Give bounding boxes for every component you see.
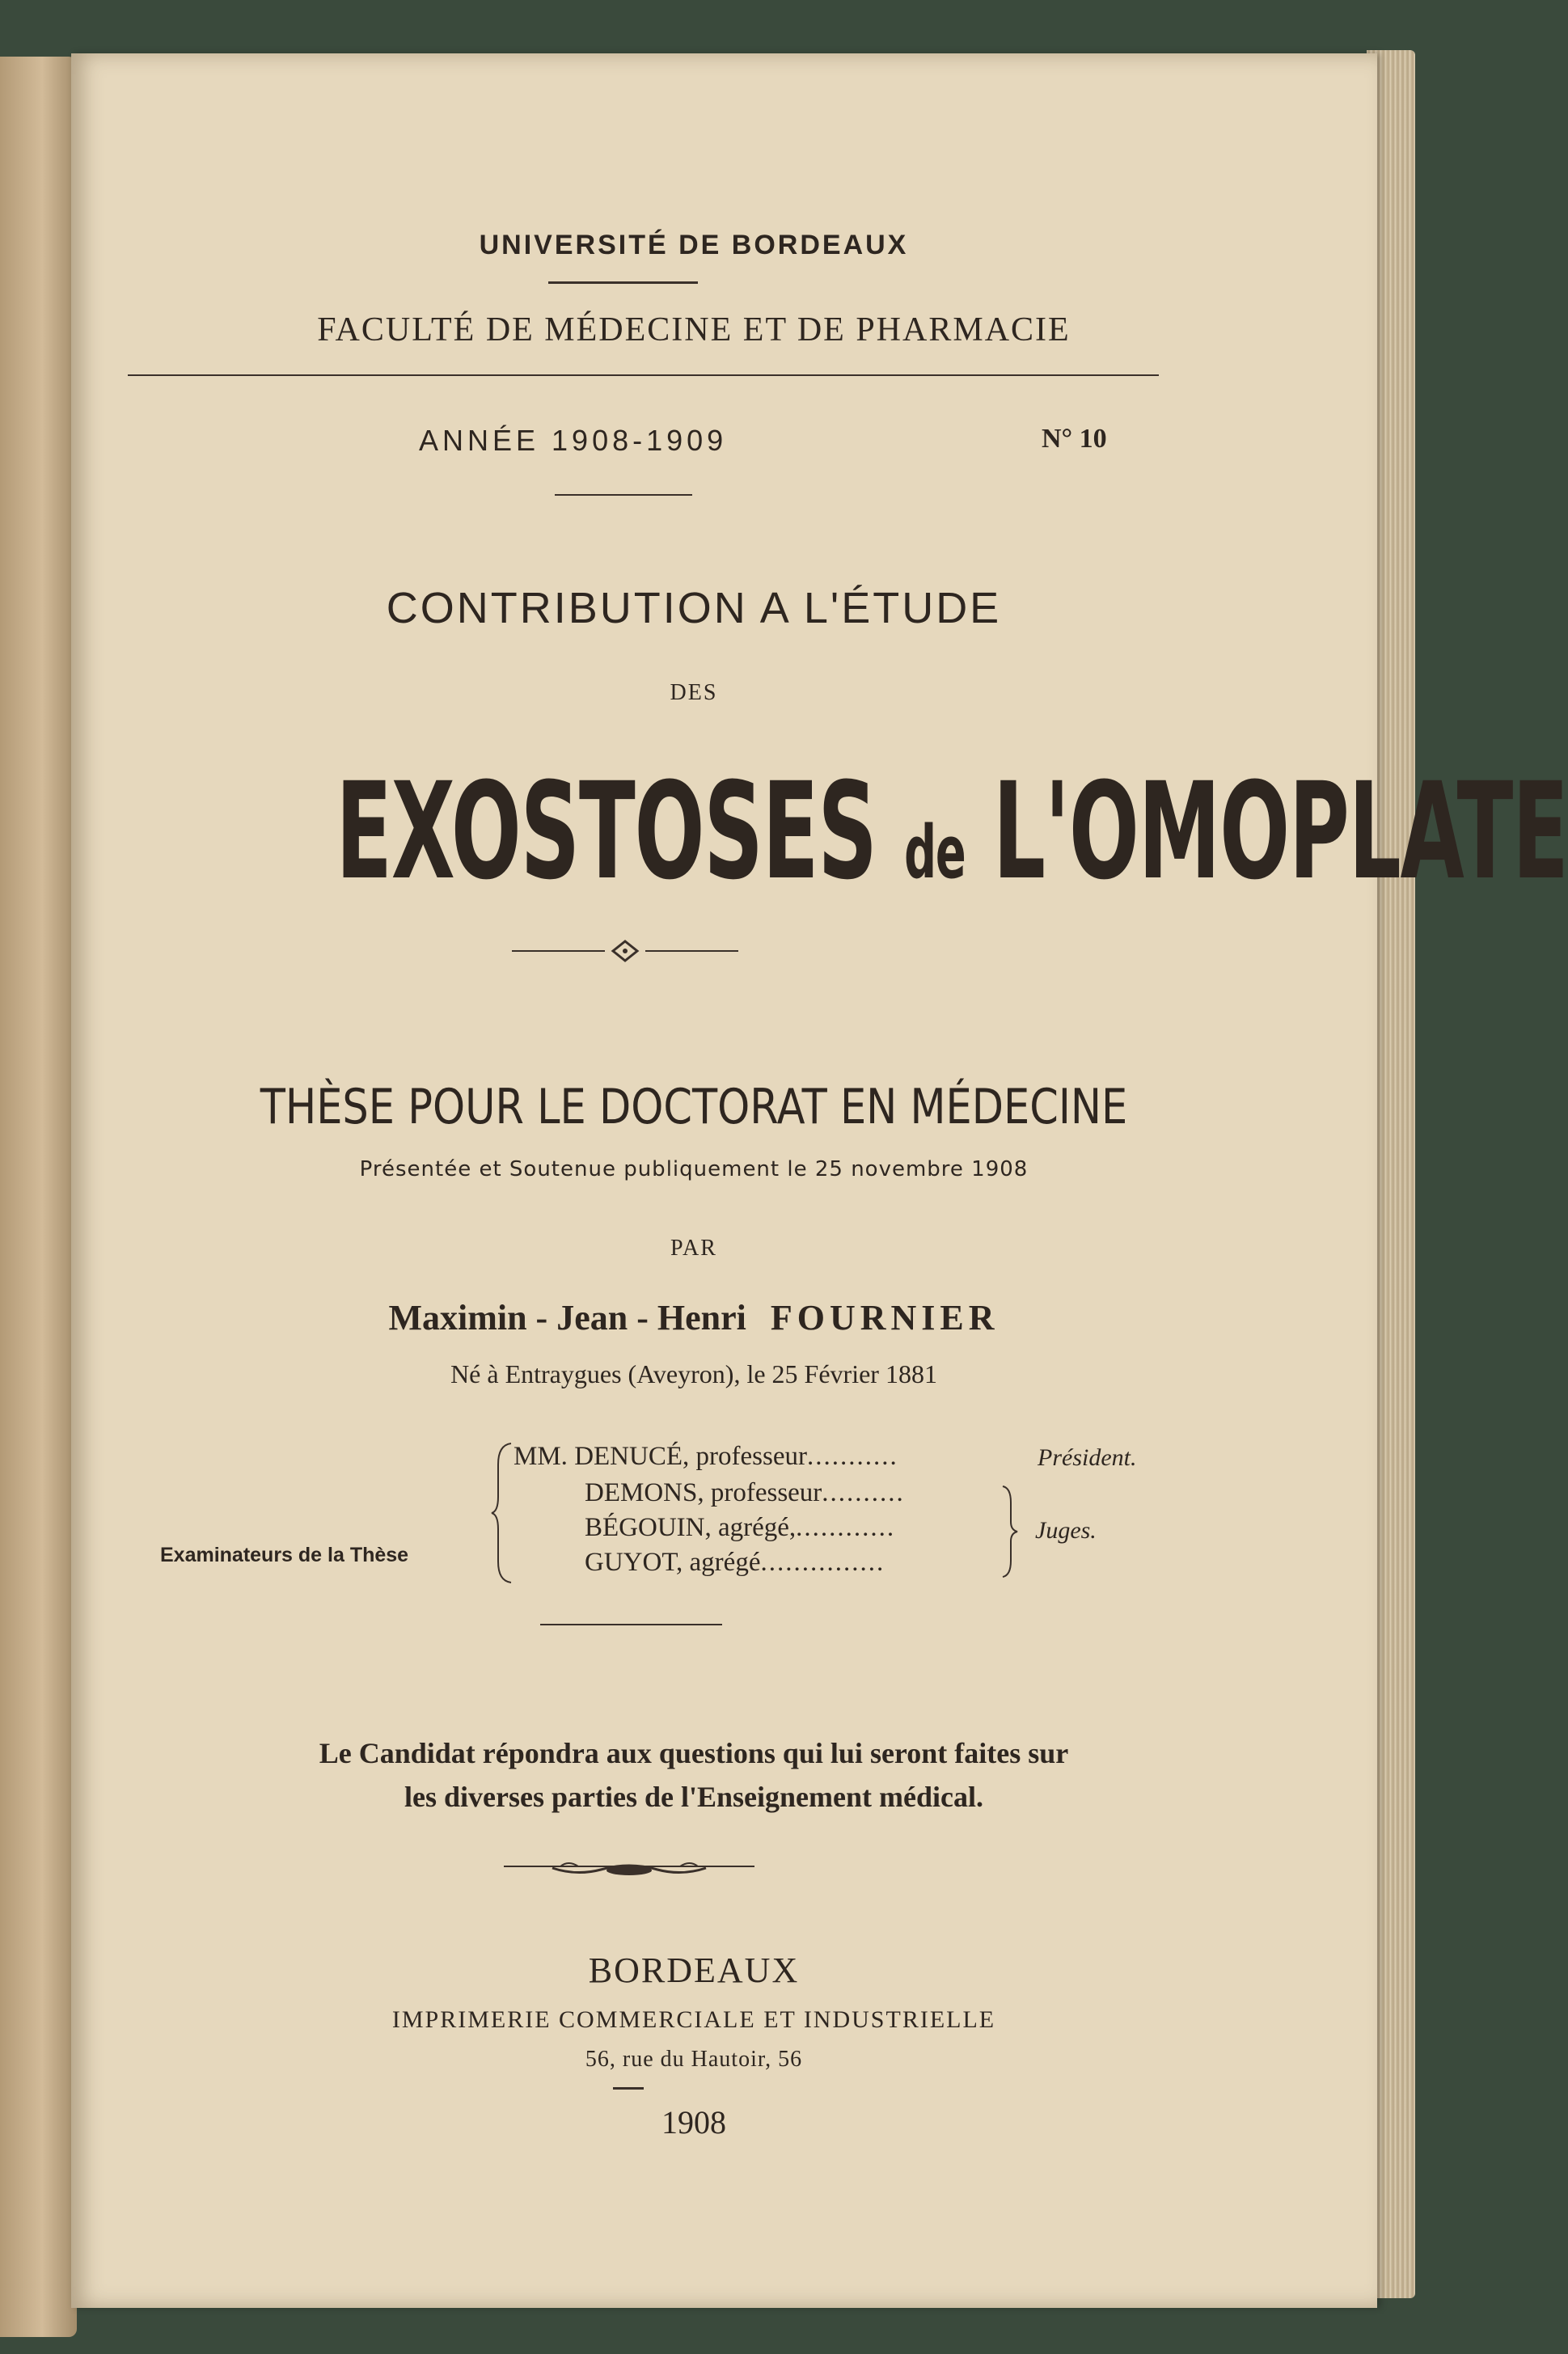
par-label: PAR: [670, 1236, 717, 1261]
author-name: [71, 1297, 1317, 1338]
facing-page-edge: [0, 57, 77, 2337]
leader-dots: ..........: [822, 1478, 905, 1507]
main-title: [336, 754, 1568, 909]
role-president: Président.: [1038, 1444, 1137, 1471]
notice-line-1: Le Candidat répondra aux questions qui lui seront faites sur: [319, 1737, 1069, 1769]
header-rule: [128, 374, 1159, 376]
publication-city: BORDEAUX: [588, 1950, 800, 1990]
examiner-name: DENUCÉ, professeur: [574, 1442, 807, 1471]
short-rule: [613, 2087, 644, 2090]
main-title-de: de: [904, 810, 966, 895]
examiner-row: [585, 1478, 905, 1508]
short-rule: [540, 1624, 722, 1625]
role-judges: Juges.: [1035, 1517, 1097, 1544]
main-title-part-b: L'OMOPLATE: [992, 754, 1568, 909]
short-rule: [548, 281, 698, 284]
thesis-number: N° 10: [1042, 424, 1107, 454]
university-name: UNIVERSITÉ DE BORDEAUX: [479, 230, 909, 260]
examiner-prefix: MM.: [514, 1442, 568, 1471]
diamond-ornament-icon: [512, 935, 738, 967]
leader-dots: ...............: [760, 1548, 885, 1577]
examiner-name: BÉGOUIN, agrégé,: [585, 1513, 797, 1542]
judges-right-brace-icon: [1000, 1483, 1019, 1580]
presentation-line: Présentée et Soutenue publiquement le 25 novembre 1908: [359, 1157, 1029, 1181]
title-page: [71, 53, 1568, 2308]
examiner-name: DEMONS, professeur: [585, 1478, 822, 1507]
academic-year: ANNÉE 1908-1909: [419, 424, 728, 457]
title-line-1: CONTRIBUTION A L'ÉTUDE: [386, 584, 1002, 632]
examiner-row: [585, 1513, 895, 1543]
title-des: DES: [670, 680, 718, 705]
author-surname: FOURNIER: [770, 1298, 1000, 1338]
examiner-row: [514, 1442, 898, 1472]
short-rule: [555, 494, 692, 496]
main-title-part-a: EXOSTOSES: [336, 754, 877, 909]
notice-line-2: les diverses parties de l'Enseignement médical.: [404, 1781, 983, 1813]
printer-address: 56, rue du Hautoir, 56: [585, 2047, 803, 2072]
leader-dots: ...........: [806, 1442, 898, 1471]
author-given-names: Maximin - Jean - Henri: [388, 1298, 746, 1338]
leader-dots: ............: [796, 1513, 896, 1542]
publication-year: 1908: [661, 2104, 726, 2141]
examiner-name: GUYOT, agrégé: [585, 1548, 761, 1577]
candidate-notice: [71, 1731, 1317, 1819]
faculty-name: FACULTÉ DE MÉDECINE ET DE PHARMACIE: [317, 311, 1071, 349]
examiners-left-brace-icon: [492, 1440, 516, 1586]
scroll-vignette-icon: [504, 1857, 754, 1881]
thesis-heading: THÈSE POUR LE DOCTORAT EN MÉDECINE: [260, 1079, 1128, 1135]
examiners-label: Examinateurs de la Thèse: [160, 1544, 409, 1566]
printer-name: IMPRIMERIE COMMERCIALE ET INDUSTRIELLE: [391, 2006, 996, 2033]
birth-info: Né à Entraygues (Aveyron), le 25 Février 1881: [450, 1359, 937, 1388]
examiner-row: [585, 1548, 885, 1578]
